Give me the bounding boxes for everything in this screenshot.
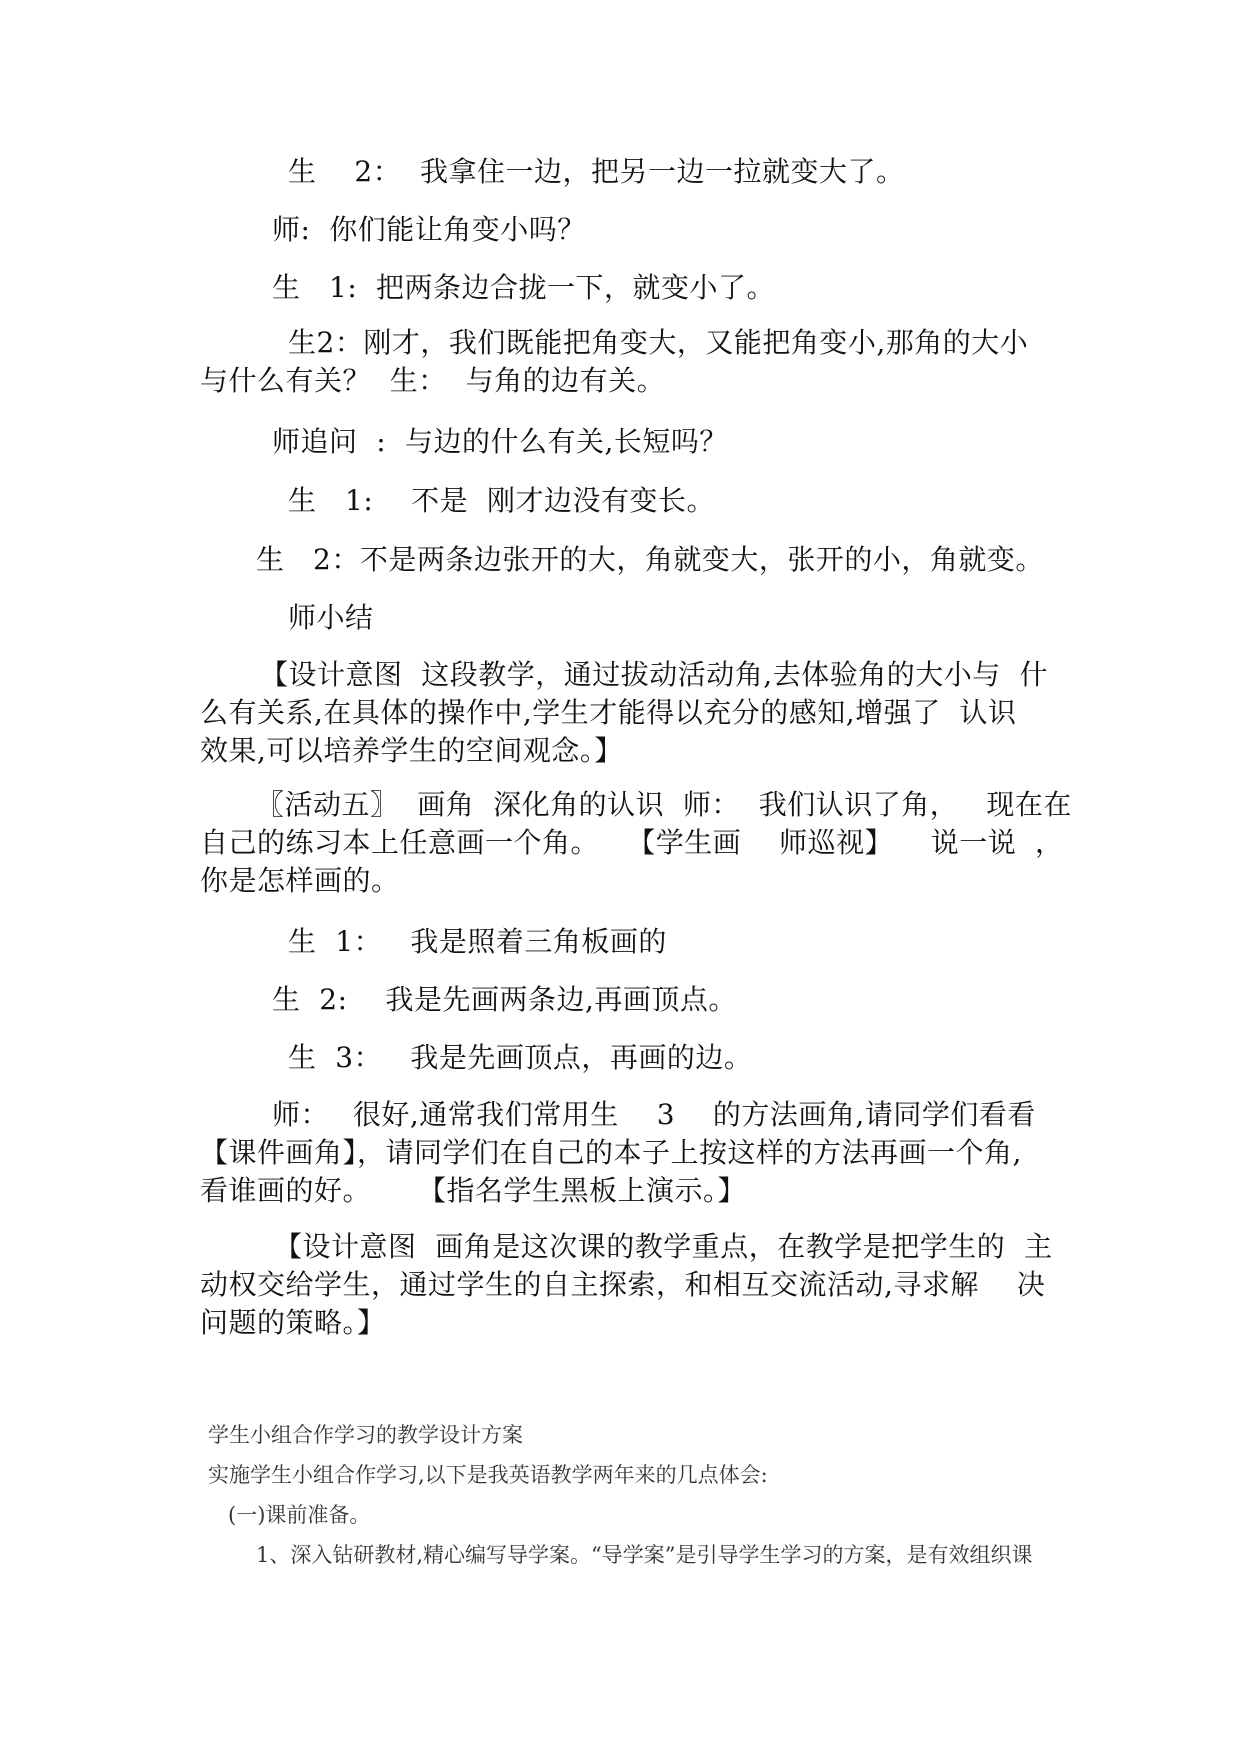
design-intent-2-line-c: 问题的策略。】 bbox=[200, 1306, 386, 1339]
teacher-draw-paragraph bbox=[200, 1096, 1060, 1210]
appendix-title: 学生小组合作学习的教学设计方案 bbox=[208, 1423, 523, 1447]
appendix-intro: 实施学生小组合作学习,以下是我英语教学两年来的几点体会: bbox=[208, 1463, 768, 1487]
design-intent-1-line-a: 【设计意图 这段教学，通过拔动活动角,去体验角的大小与 什 bbox=[260, 658, 1049, 691]
activity-five-line-c: 你是怎样画的。 bbox=[200, 864, 400, 897]
dialogue-line-5: 师追问 : 与边的什么有关,长短吗？ bbox=[272, 425, 728, 458]
dialogue-line-6: 生 1: 不是 刚才边没有变长。 bbox=[288, 484, 715, 517]
student-answer-1: 生 1： 我是照着三角板画的 bbox=[288, 925, 667, 958]
appendix-section-heading: (一)课前准备。 bbox=[228, 1503, 371, 1527]
student-answer-2: 生 2: 我是先画两条边,再画顶点。 bbox=[272, 983, 737, 1016]
design-intent-1-line-c: 效果,可以培养学生的空间观念。】 bbox=[200, 734, 623, 767]
design-intent-1 bbox=[200, 656, 1060, 770]
dialogue-line-4a: 生2：刚才，我们既能把角变大，又能把角变小,那角的大小 bbox=[288, 326, 1029, 359]
dialogue-line-2: 师: 你们能让角变小吗？ bbox=[272, 213, 586, 246]
dialogue-line-3: 生 1: 把两条边合拢一下，就变小了。 bbox=[272, 271, 776, 304]
teacher-draw-line-c: 看谁画的好。 【指名学生黑板上演示。】 bbox=[200, 1174, 747, 1207]
design-intent-2-line-a: 【设计意图 画角是这次课的教学重点，在教学是把学生的 主 bbox=[274, 1230, 1053, 1263]
design-intent-2 bbox=[200, 1228, 1060, 1342]
dialogue-line-7: 生 2：不是两条边张开的大，角就变大，张开的小，角就变。 bbox=[256, 543, 1044, 576]
design-intent-1-line-b: 么有关系,在具体的操作中,学生才能得以充分的感知,增强了 认识 bbox=[200, 696, 1017, 729]
activity-five-line-a: 〖活动五〗 画角 深化角的认识 师： 我们认识了角， 现在在 bbox=[256, 788, 1072, 821]
appendix-item-1: 1、深入钻研教材,精心编写导学案。“导学案”是引导学生学习的方案，是有效组织课 bbox=[256, 1543, 1033, 1567]
activity-five bbox=[200, 786, 1072, 900]
teacher-draw-line-b: 【课件画角】，请同学们在自己的本子上按这样的方法再画一个角, bbox=[200, 1136, 1022, 1169]
teacher-draw-line-a: 师： 很好,通常我们常用生 3 的方法画角,请同学们看看 bbox=[272, 1098, 1036, 1131]
dialogue-paragraph-4 bbox=[200, 324, 1060, 400]
design-intent-2-line-b: 动权交给学生，通过学生的自主探索，和相互交流活动,寻求解 决 bbox=[200, 1268, 1046, 1301]
student-answer-3: 生 3： 我是先画顶点，再画的边。 bbox=[288, 1041, 753, 1074]
dialogue-line-1: 生 2： 我拿住一边，把另一边一拉就变大了。 bbox=[288, 155, 905, 188]
activity-five-line-b: 自己的练习本上任意画一个角。 【学生画 师巡视】 说一说 ， bbox=[200, 826, 1064, 859]
dialogue-line-4b: 与什么有关？ 生： 与角的边有关。 bbox=[200, 364, 666, 397]
teacher-summary: 师小结 bbox=[288, 601, 374, 634]
